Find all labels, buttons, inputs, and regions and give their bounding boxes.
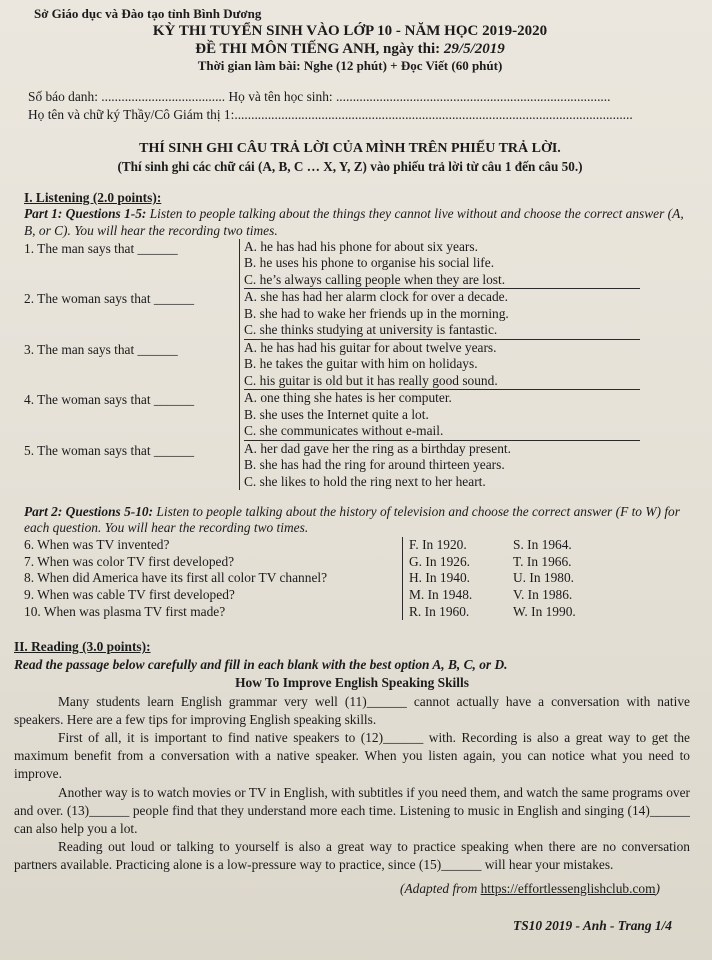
part2-option: S. In 1964.	[513, 537, 572, 553]
passage-paragraph: Reading out loud or talking to yourself is also a great way to practice speaking when there are no conversation partners available. Practicing alone is a low-pressure way to practice, since (15)______ will hear your mistakes.	[14, 839, 690, 873]
part2-question: 8. When did America have its first all color TV channel?	[24, 570, 328, 586]
notice-line-1: THÍ SINH GHI CÂU TRẢ LỜI CỦA MÌNH TRÊN PHIẾU TRẢ LỜI.	[139, 140, 561, 156]
answer-options	[239, 289, 640, 340]
source-prefix: (Adapted from	[400, 880, 481, 896]
answer-options	[239, 340, 640, 391]
option-b: B. she uses the Internet quite a lot.	[244, 406, 429, 422]
passage-paragraph: First of all, it is important to find native speakers to (12)______ with. Recording is also a great way to get the maximum benefit from a conversation with a native speaker. When you listen again, you can notice what you need to improve.	[14, 729, 690, 782]
listening-section	[10, 189, 690, 490]
option-c: C. his guitar is old but it has really good sound.	[244, 373, 640, 391]
option-b: B. she had to wake her friends up in the morning.	[244, 305, 509, 321]
option-a: A. he has had his guitar for about twelve years.	[244, 339, 497, 355]
part2-label: Part 2: Questions 5-10:	[24, 504, 154, 520]
exam-header	[10, 6, 690, 74]
question-stem: 3. The man says that ______	[24, 341, 178, 357]
passage-source	[14, 880, 690, 897]
part2-option: H. In 1940.	[409, 570, 470, 586]
source-suffix: )	[655, 880, 660, 896]
option-b: B. he takes the guitar with him on holidays.	[244, 356, 478, 372]
part2-option: F. In 1920.	[409, 537, 467, 553]
part2-instruction	[24, 504, 690, 536]
part2-options	[402, 537, 576, 620]
invigilator-line: Họ tên và chữ ký Thầy/Cô Giám thị 1:.......................................................................................................................	[28, 107, 633, 122]
subject-text: ĐỀ THI MÔN TIẾNG ANH, ngày thi:	[195, 41, 444, 58]
source-link[interactable]: https://effortlessenglishclub.com	[480, 880, 656, 896]
notice	[10, 140, 690, 175]
notice-line-2: (Thí sinh ghi các chữ cái (A, B, C … X, Y, Z) vào phiếu trả lời từ câu 1 đến câu 50.)	[117, 158, 583, 174]
part2-option: W. In 1990.	[513, 603, 576, 619]
question-stem: 2. The woman says that ______	[24, 291, 195, 307]
part2-option: U. In 1980.	[513, 570, 574, 586]
question-row	[24, 441, 690, 491]
option-a: A. her dad gave her the ring as a birthday present.	[244, 440, 511, 456]
part2-text: Listen to people talking about the history of television and choose the correct answer (F to W) for each question. You will hear the recording two times.	[24, 504, 680, 536]
part2-question: 9. When was cable TV first developed?	[24, 587, 235, 603]
exam-subject	[10, 40, 690, 58]
listening-heading: I. Listening (2.0 points):	[24, 190, 162, 206]
answer-options	[239, 390, 640, 441]
passage-title: How To Improve English Speaking Skills	[235, 675, 469, 691]
option-a: A. he has had his phone for about six years.	[244, 238, 478, 254]
option-a: A. she has had her alarm clock for over a decade.	[244, 289, 508, 305]
reading-section	[10, 638, 690, 897]
question-stem: 4. The woman says that ______	[24, 392, 195, 408]
part2-options-col1	[409, 537, 513, 620]
part1-questions	[24, 239, 690, 491]
option-a: A. one thing she hates is her computer.	[244, 390, 452, 406]
part1-text: Listen to people talking about the things they cannot live without and choose the correct answer (A, B, or C). You will hear the recording two times.	[24, 206, 684, 238]
candidate-id-line: Số báo danh: ..................................... Họ và tên học sinh: ..................................................................................	[28, 89, 611, 105]
question-row	[24, 239, 690, 290]
part2-grid	[24, 537, 690, 620]
part2-option: M. In 1948.	[409, 587, 473, 603]
exam-date: 29/5/2019	[443, 41, 505, 58]
part2-option: G. In 1926.	[409, 553, 470, 569]
question-stem: 1. The man says that ______	[24, 240, 178, 256]
reading-heading: II. Reading (3.0 points):	[14, 639, 151, 655]
option-b: B. she has had the ring for around thirteen years.	[244, 457, 505, 473]
part2-options-col2	[513, 537, 576, 620]
exam-duration: Thời gian làm bài: Nghe (12 phút) + Đọc Viết (60 phút)	[197, 58, 503, 74]
reading-instruction: Read the passage below carefully and fill in each blank with the best option A, B, C, or D.	[14, 656, 508, 672]
department-name: Sở Giáo dục và Đào tạo tỉnh Bình Dương	[34, 6, 262, 21]
part2-section	[10, 504, 690, 620]
part1-label: Part 1: Questions 1-5:	[24, 206, 147, 222]
part1-instruction	[24, 206, 690, 238]
part2-option: V. In 1986.	[513, 587, 573, 603]
candidate-fields	[10, 88, 690, 123]
part2-question: 6. When was TV invented?	[24, 537, 170, 553]
part2-question: 10. When was plasma TV first made?	[24, 603, 226, 619]
part2-option: T. In 1966.	[513, 553, 572, 569]
question-row	[24, 340, 690, 391]
question-stem: 5. The woman says that ______	[24, 442, 195, 458]
part2-question: 7. When was color TV first developed?	[24, 553, 235, 569]
answer-options	[239, 441, 640, 491]
option-c: C. she thinks studying at university is fantastic.	[244, 322, 640, 340]
answer-options	[239, 239, 640, 290]
passage-paragraph: Another way is to watch movies or TV in English, with subtitles if you need them, and watch the same programs over and over. (13)______ people find that they understand more each time. Listening to music in English and singing (14)______ can also help you a lot.	[14, 784, 690, 837]
part2-questions	[24, 537, 402, 620]
option-c: C. she likes to hold the ring next to her heart.	[244, 473, 486, 489]
part2-option: R. In 1960.	[409, 603, 470, 619]
exam-title: KỲ THI TUYỂN SINH VÀO LỚP 10 - NĂM HỌC 2019-2020	[152, 22, 548, 39]
option-c: C. he’s always calling people when they are lost.	[244, 272, 640, 290]
page-footer: TS10 2019 - Anh - Trang 1/4	[513, 917, 672, 933]
question-row	[24, 289, 690, 340]
question-row	[24, 390, 690, 441]
option-c: C. she communicates without e-mail.	[244, 423, 640, 441]
option-b: B. he uses his phone to organise his social life.	[244, 255, 495, 271]
passage-paragraph: Many students learn English grammar very well (11)______ cannot actually have a conversation with native speakers. Here are a few tips for improving English speaking skills.	[14, 693, 690, 727]
